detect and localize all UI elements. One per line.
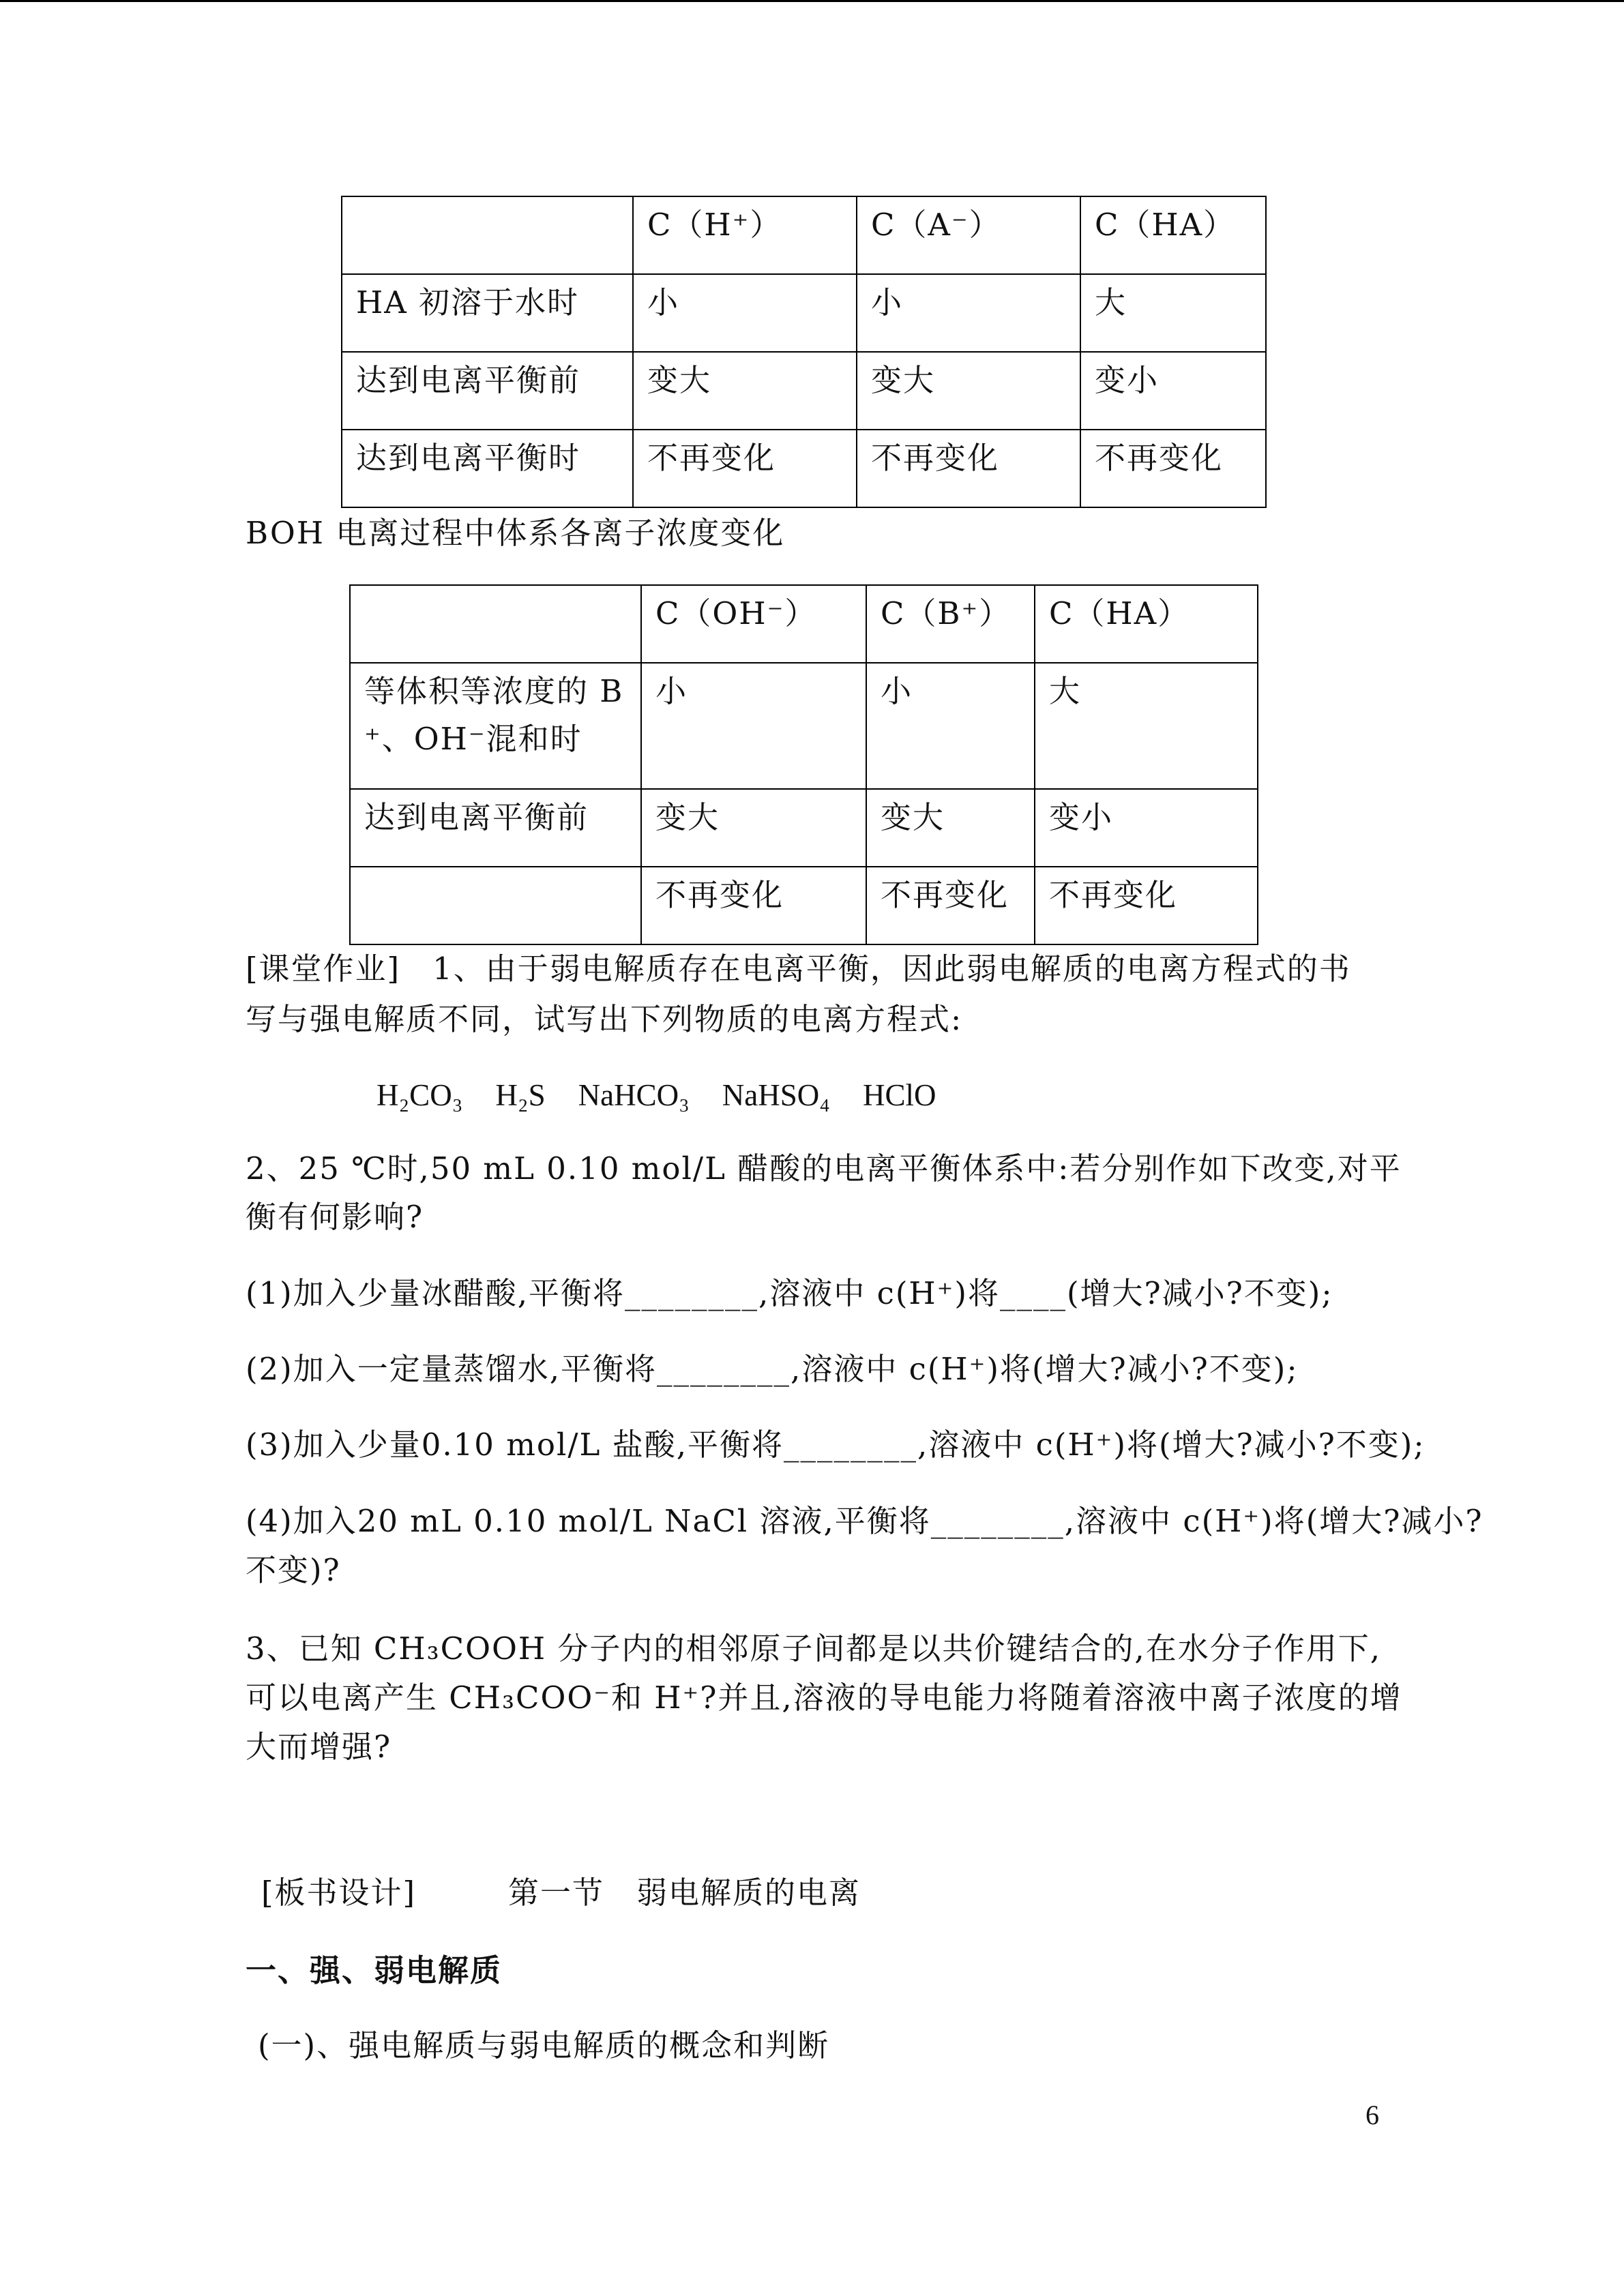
table-cell: 变小 [1080, 352, 1266, 430]
table-cell: 等体积等浓度的 B⁺、OH⁻混和时 [350, 663, 641, 789]
homework-q1-line1: [课堂作业] 1、由于弱电解质存在电离平衡，因此弱电解质的电离方程式的书 [246, 951, 1351, 987]
table-cell: 不再变化 [866, 867, 1035, 944]
table-header-cell [342, 196, 633, 274]
table-header-row [350, 585, 1258, 663]
table-header-row [342, 196, 1266, 274]
table-cell: 小 [641, 663, 866, 789]
table-row [350, 867, 1258, 944]
table-header-cell: C（B⁺） [866, 585, 1035, 663]
page-number: 6 [1365, 2100, 1379, 2130]
formula: H₂CO₃ [377, 1078, 463, 1112]
ionization-table-boh [349, 584, 1258, 945]
homework-q2-item3: (3)加入少量0.10 mol/L 盐酸,平衡将________,溶液中 c(H⁺)将(增大?减小?不变); [246, 1427, 1426, 1463]
table-cell: 不再变化 [633, 430, 857, 507]
table-header-cell: C（HA） [1080, 196, 1266, 274]
table-cell: 达到电离平衡时 [342, 430, 633, 507]
formula: H₂S [495, 1078, 546, 1112]
table-cell: 小 [633, 274, 857, 352]
table-cell: 不再变化 [857, 430, 1080, 507]
table-header-cell [350, 585, 641, 663]
table-row [342, 430, 1266, 507]
homework-q2-item2: (2)加入一定量蒸馏水,平衡将________,溶液中 c(H⁺)将(增大?减小?不变); [246, 1351, 1299, 1387]
homework-q3-line1: 3、已知 CH₃COOH 分子内的相邻原子间都是以共价键结合的,在水分子作用下, [246, 1630, 1382, 1667]
table-row [350, 663, 1258, 789]
homework-q2-item4-line2: 不变)? [246, 1552, 341, 1588]
formula: NaHSO₄ [722, 1078, 830, 1112]
table-cell: 不再变化 [641, 867, 866, 944]
formula: HClO [862, 1078, 936, 1112]
section-title: 第一节 弱电解质的电离 [508, 1875, 861, 1911]
table-cell: 小 [857, 274, 1080, 352]
homework-q2-item1: (1)加入少量冰醋酸,平衡将________,溶液中 c(H⁺)将____(增大?减小?不变); [246, 1275, 1333, 1311]
table-header-cell: C（H⁺） [633, 196, 857, 274]
table-cell: 大 [1080, 274, 1266, 352]
table-row [342, 274, 1266, 352]
table-header-cell: C（A⁻） [857, 196, 1080, 274]
homework-q2-line1: 2、25 ℃时,50 mL 0.10 mol/L 醋酸的电离平衡体系中:若分别作如下改变,对平 [246, 1150, 1402, 1187]
homework-q3-line3: 大而增强? [246, 1729, 392, 1765]
homework-q1-line2: 写与强电解质不同，试写出下列物质的电离方程式: [246, 1001, 963, 1037]
table-row [350, 789, 1258, 867]
subheading-concepts: (一)、强电解质与弱电解质的概念和判断 [258, 2027, 830, 2063]
table-cell: 变小 [1035, 789, 1258, 867]
table-cell: 变大 [633, 352, 857, 430]
table-cell: 变大 [641, 789, 866, 867]
table-cell: HA 初溶于水时 [342, 274, 633, 352]
table2-caption: BOH 电离过程中体系各离子浓度变化 [246, 515, 785, 551]
table-cell: 变大 [866, 789, 1035, 867]
table-row [342, 352, 1266, 430]
table-cell [350, 867, 641, 944]
table-cell: 达到电离平衡前 [342, 352, 633, 430]
table-header-cell: C（HA） [1035, 585, 1258, 663]
homework-q2-item4-line1: (4)加入20 mL 0.10 mol/L NaCl 溶液,平衡将________,溶液中 c(H⁺)将(增大?减小? [246, 1503, 1483, 1539]
board-design-label: [板书设计] [261, 1875, 417, 1911]
ionization-table-ha [341, 196, 1267, 508]
formula: NaHCO₃ [578, 1078, 690, 1112]
table-cell: 不再变化 [1035, 867, 1258, 944]
table-header-cell: C（OH⁻） [641, 585, 866, 663]
heading-strong-weak-electrolytes: 一、强、弱电解质 [246, 1952, 503, 1988]
table-cell: 小 [866, 663, 1035, 789]
homework-q3-line2: 可以电离产生 CH₃COO⁻和 H⁺?并且,溶液的导电能力将随着溶液中离子浓度的增 [246, 1680, 1402, 1716]
table-cell: 不再变化 [1080, 430, 1266, 507]
table-cell: 大 [1035, 663, 1258, 789]
top-border-line [0, 0, 1624, 2]
homework-q2-line2: 衡有何影响? [246, 1199, 424, 1235]
table-cell: 达到电离平衡前 [350, 789, 641, 867]
formula-list [377, 1077, 969, 1113]
table-cell: 变大 [857, 352, 1080, 430]
